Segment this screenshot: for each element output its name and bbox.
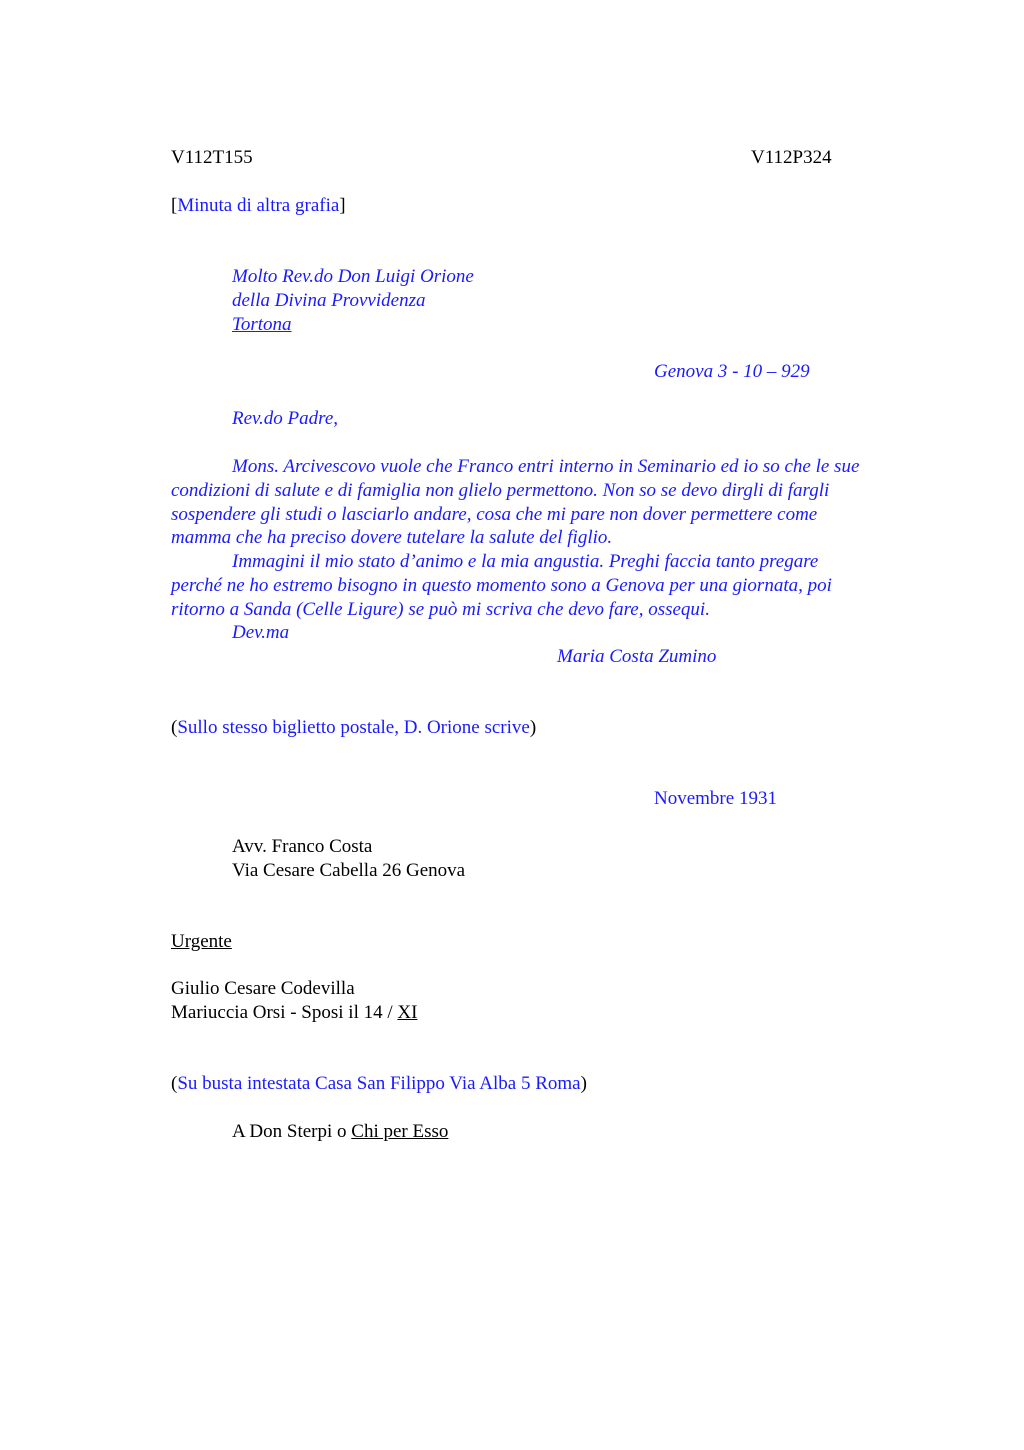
body-p2-line-3: ritorno a Sanda (Celle Ligure) se può mi scriva che devo fare, ossequi.: [171, 599, 710, 620]
envelope-underlined: Chi per Esso: [351, 1121, 449, 1142]
envelope-line: [232, 1120, 448, 1144]
paren-close: ): [529, 717, 537, 738]
date-november: Novembre 1931: [654, 788, 777, 809]
editorial-note-text: Minuta di altra grafia: [177, 195, 340, 216]
body-p1-line-1: Mons. Arcivescovo vuole che Franco entri interno in Seminario ed io so che le sue: [232, 456, 860, 477]
body-p1-line-4: mamma che ha preciso dovere tutelare la salute del figlio.: [171, 527, 613, 548]
names-line-2-text: Mariuccia Orsi - Sposi il 14 /: [171, 1002, 398, 1023]
salutation: Rev.do Padre,: [232, 408, 339, 429]
bracket-close: ]: [339, 195, 346, 216]
names-line-2: [171, 1001, 417, 1025]
paren-open: (: [171, 717, 178, 738]
recipient-line-2: Via Cesare Cabella 26 Genova: [232, 860, 466, 881]
letter-date: Genova 3 - 10 – 929: [654, 361, 810, 382]
urgent-label: Urgente: [171, 931, 232, 952]
body-p1-line-2: condizioni di salute e di famiglia non glielo permettono. Non so se devo dirgli di fargli: [171, 480, 830, 501]
signature: Maria Costa Zumino: [557, 646, 717, 667]
closing: Dev.ma: [232, 622, 290, 643]
editorial-note-text: Sullo stesso biglietto postale, D. Orione scrive: [177, 717, 530, 738]
bracket-open: [: [171, 195, 178, 216]
recipient-line-1: Avv. Franco Costa: [232, 836, 373, 857]
month-numeral: XI: [397, 1002, 418, 1023]
paren-close: ): [580, 1073, 587, 1094]
editorial-note-envelope: [171, 1072, 587, 1096]
names-line-1: Giulio Cesare Codevilla: [171, 978, 355, 999]
archive-code-right: V112P324: [751, 147, 832, 168]
body-p2-line-2: perché ne ho estremo bisogno in questo momento sono a Genova per una giornata, poi: [171, 575, 832, 596]
body-p1-line-3: sospendere gli studi o lasciarlo andare, cosa che mi pare non dover permettere come: [171, 504, 818, 525]
archive-code-left: V112T155: [171, 147, 253, 168]
editorial-note-text: Su busta intestata Casa San Filippo Via Alba 5 Roma: [177, 1073, 581, 1094]
paren-open: (: [171, 1073, 178, 1094]
editorial-note-draft: [171, 194, 346, 218]
address-line-3: Tortona: [232, 314, 292, 335]
address-line-1: Molto Rev.do Don Luigi Orione: [232, 266, 474, 287]
address-line-2: della Divina Provvidenza: [232, 290, 426, 311]
body-p2-line-1: Immagini il mio stato d’animo e la mia angustia. Preghi faccia tanto pregare: [232, 551, 819, 572]
envelope-text: A Don Sterpi o: [232, 1121, 352, 1142]
editorial-note-postal-card: [171, 716, 536, 740]
